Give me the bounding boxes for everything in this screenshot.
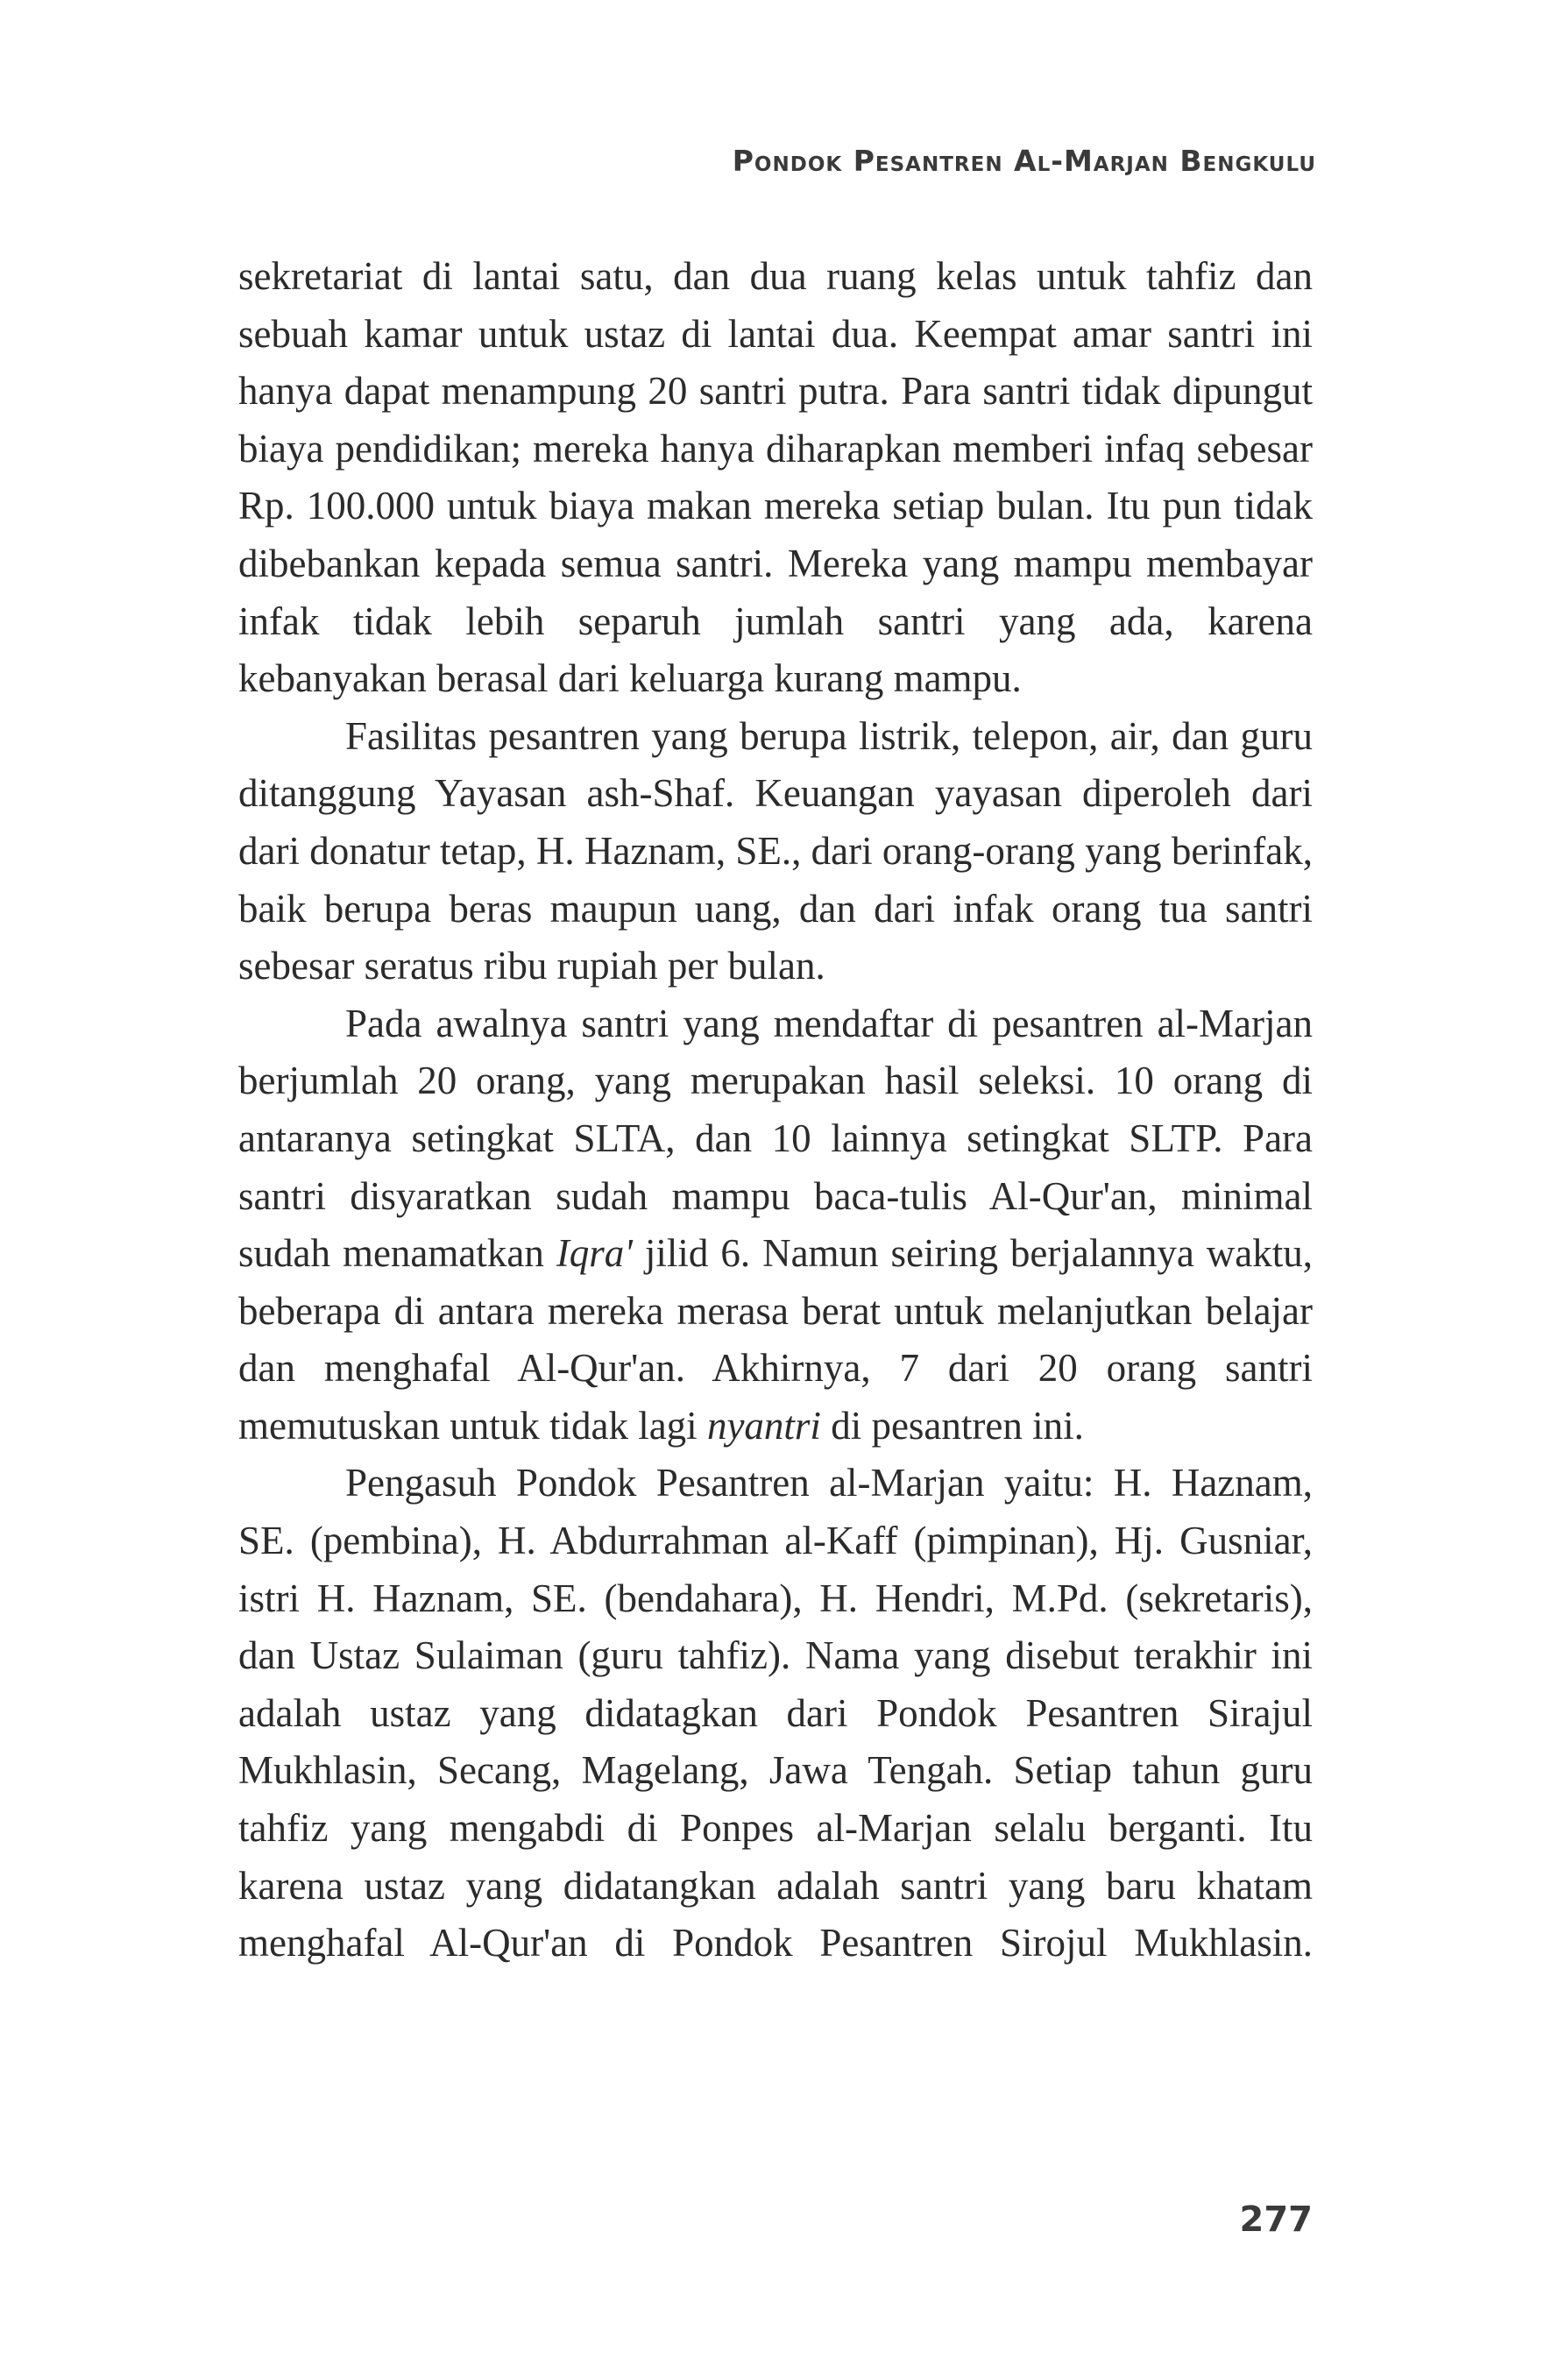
body-text	[238, 248, 1313, 1973]
paragraph-3-part-1: Pada awalnya santri yang mendaftar di pesantren al-Marjan berjumlah 20 orang, yang merupakan hasil seleksi. 10 orang di antaranya setingkat SLTA, dan 10 lainnya setingkat SLTP. Para santri disyaratkan sudah mampu baca-tulis Al-Qur'an, minimal sudah menamatkan	[238, 1001, 1313, 1276]
paragraph-4: Pengasuh Pondok Pesantren al-Marjan yaitu: H. Haznam, SE. (pembina), H. Abdurrahman al-Kaff (pimpinan), Hj. Gusniar, istri H. Haznam, SE. (bendahara), H. Hendri, M.Pd. (sekretaris), dan Ustaz Sulaiman (guru tahfiz). Nama yang disebut terakhir ini adalah ustaz yang didatagkan dari Pondok Pesantren Sirajul Mukhlasin, Secang, Magelang, Jawa Tengah. Setiap tahun guru tahfiz yang mengabdi di Ponpes al-Marjan selalu berganti. Itu karena ustaz yang didatangkan adalah santri yang baru khatam menghafal Al-Qur'an di Pondok Pesantren Sirojul Mukhlasin.	[238, 1461, 1313, 1966]
paragraph-3-part-2: jilid 6. Namun seiring berjalannya waktu, beberapa di antara mereka merasa berat untuk melanjutkan belajar dan menghafal Al-Qur'an. Akhirnya, 7 dari 20 orang santri memutuskan untuk tidak lagi	[238, 1231, 1313, 1448]
page-number: 277	[1239, 2199, 1313, 2240]
paragraph-3-italic-nyantri: nyantri	[706, 1403, 821, 1448]
paragraph-3-italic-iqra: Iqra'	[556, 1231, 633, 1276]
paragraph-3	[238, 995, 1313, 1456]
paragraph-1: sekretariat di lantai satu, dan dua ruang kelas untuk tahfiz dan sebuah kamar untuk ustaz di lantai dua. Keempat amar santri ini hanya dapat menampung 20 santri putra. Para santri tidak dipungut biaya pendidikan; mereka hanya diharapkan memberi infaq sebesar Rp. 100.000 untuk biaya makan mereka setiap bulan. Itu pun tidak dibebankan kepada semua santri. Mereka yang mampu membayar infak tidak lebih separuh jumlah santri yang ada, karena kebanyakan berasal dari keluarga kurang mampu.	[238, 254, 1313, 701]
running-header: Pondok Pesantren Al-Marjan Bengkulu	[732, 144, 1316, 178]
paragraph-2: Fasilitas pesantren yang berupa listrik, telepon, air, dan guru ditanggung Yayasan ash-Shaf. Keuangan yayasan diperoleh dari dari donatur tetap, H. Haznam, SE., dari orang-orang yang berinfak, baik berupa beras maupun uang, dan dari infak orang tua santri sebesar seratus ribu rupiah per bulan.	[238, 713, 1313, 988]
paragraph-3-part-3: di pesantren ini.	[820, 1403, 1084, 1448]
